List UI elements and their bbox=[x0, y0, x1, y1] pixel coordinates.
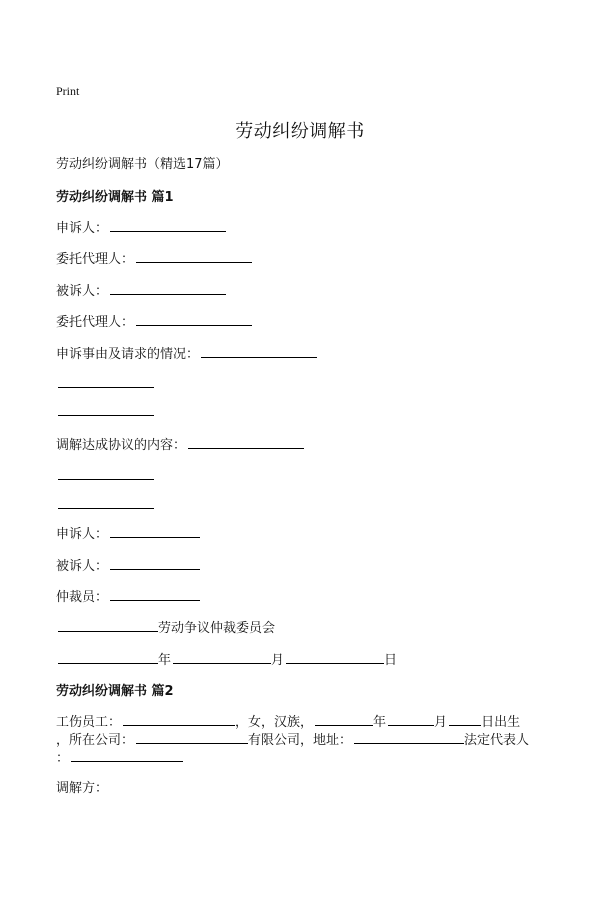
claim-blank bbox=[201, 345, 317, 358]
agent-blank-1 bbox=[136, 250, 252, 263]
agent-label-1: 委托代理人： bbox=[56, 252, 135, 267]
applicant-blank bbox=[110, 219, 226, 232]
sign-respondent-label: 被诉人： bbox=[56, 559, 109, 574]
agent-row-2 bbox=[56, 311, 252, 330]
agreement-line-1 bbox=[56, 467, 154, 484]
gender-ethnicity-text: ，女，汉族， bbox=[235, 715, 314, 730]
claim-line-1 bbox=[56, 375, 154, 392]
birth-month-blank bbox=[388, 713, 434, 726]
document-title: 劳动纠纷调解书 bbox=[235, 121, 365, 142]
claim-continuation-2 bbox=[58, 403, 154, 416]
claim-continuation-1 bbox=[58, 375, 154, 388]
respondent-label: 被诉人： bbox=[56, 284, 109, 299]
address-blank bbox=[354, 731, 464, 744]
birth-year-label: 年 bbox=[373, 715, 387, 730]
legal-rep-blank bbox=[71, 749, 183, 762]
agreement-line-2 bbox=[56, 496, 154, 513]
agreement-label: 调解达成协议的内容： bbox=[56, 438, 187, 453]
company-suffix: 有限公司，地址： bbox=[248, 733, 353, 748]
agent-row-1 bbox=[56, 248, 252, 267]
mediator-label: 调解方： bbox=[56, 781, 109, 796]
sign-applicant-blank bbox=[110, 525, 200, 538]
birth-label: 日出生 bbox=[481, 715, 521, 730]
worker-label: 工伤员工： bbox=[56, 715, 122, 730]
claim-line-2 bbox=[56, 403, 154, 420]
committee-suffix: 劳动争议仲裁委员会 bbox=[158, 621, 276, 636]
year-blank bbox=[58, 651, 158, 664]
company-blank bbox=[136, 731, 248, 744]
worker-name-blank bbox=[123, 713, 235, 726]
agreement-continuation-2 bbox=[58, 496, 154, 509]
birth-year-blank bbox=[315, 713, 373, 726]
worker-row bbox=[56, 711, 520, 730]
arbitrator-label: 仲裁员： bbox=[56, 590, 109, 605]
sign-applicant-label: 申诉人： bbox=[56, 527, 109, 542]
agreement-continuation-1 bbox=[58, 467, 154, 480]
company-row bbox=[56, 729, 529, 748]
agreement-row bbox=[56, 434, 304, 453]
claim-row bbox=[56, 343, 317, 362]
birth-day-blank bbox=[449, 713, 481, 726]
year-label: 年 bbox=[158, 653, 172, 668]
sign-respondent-blank bbox=[110, 557, 200, 570]
date-row bbox=[56, 649, 397, 668]
sign-applicant-row bbox=[56, 523, 200, 542]
arbitrator-blank bbox=[110, 588, 200, 601]
agreement-blank bbox=[188, 436, 304, 449]
mediator-row bbox=[56, 777, 108, 796]
committee-blank bbox=[58, 619, 158, 632]
arbitrator-row bbox=[56, 586, 200, 605]
claim-label: 申诉事由及请求的情况： bbox=[56, 347, 200, 362]
section-2-title: 劳动纠纷调解书 篇2 bbox=[56, 684, 174, 699]
respondent-row bbox=[56, 280, 226, 299]
month-blank bbox=[173, 651, 271, 664]
legal-representative-label: 法定代表人 bbox=[464, 733, 530, 748]
colon: ： bbox=[56, 751, 70, 766]
day-label: 日 bbox=[384, 653, 398, 668]
birth-month-label: 月 bbox=[434, 715, 448, 730]
committee-row bbox=[56, 617, 275, 636]
document-subtitle: 劳动纠纷调解书（精选17篇） bbox=[56, 157, 229, 172]
day-blank bbox=[286, 651, 384, 664]
agent-blank-2 bbox=[136, 313, 252, 326]
print-label[interactable]: Print bbox=[56, 84, 80, 98]
applicant-label: 申诉人： bbox=[56, 221, 109, 236]
section-1-title: 劳动纠纷调解书 篇1 bbox=[56, 190, 174, 205]
agent-label-2: 委托代理人： bbox=[56, 315, 135, 330]
company-prefix: ，所在公司： bbox=[56, 733, 135, 748]
legal-rep-row bbox=[56, 747, 183, 766]
month-label: 月 bbox=[271, 653, 285, 668]
respondent-blank bbox=[110, 282, 226, 295]
applicant-row bbox=[56, 217, 226, 236]
sign-respondent-row bbox=[56, 555, 200, 574]
